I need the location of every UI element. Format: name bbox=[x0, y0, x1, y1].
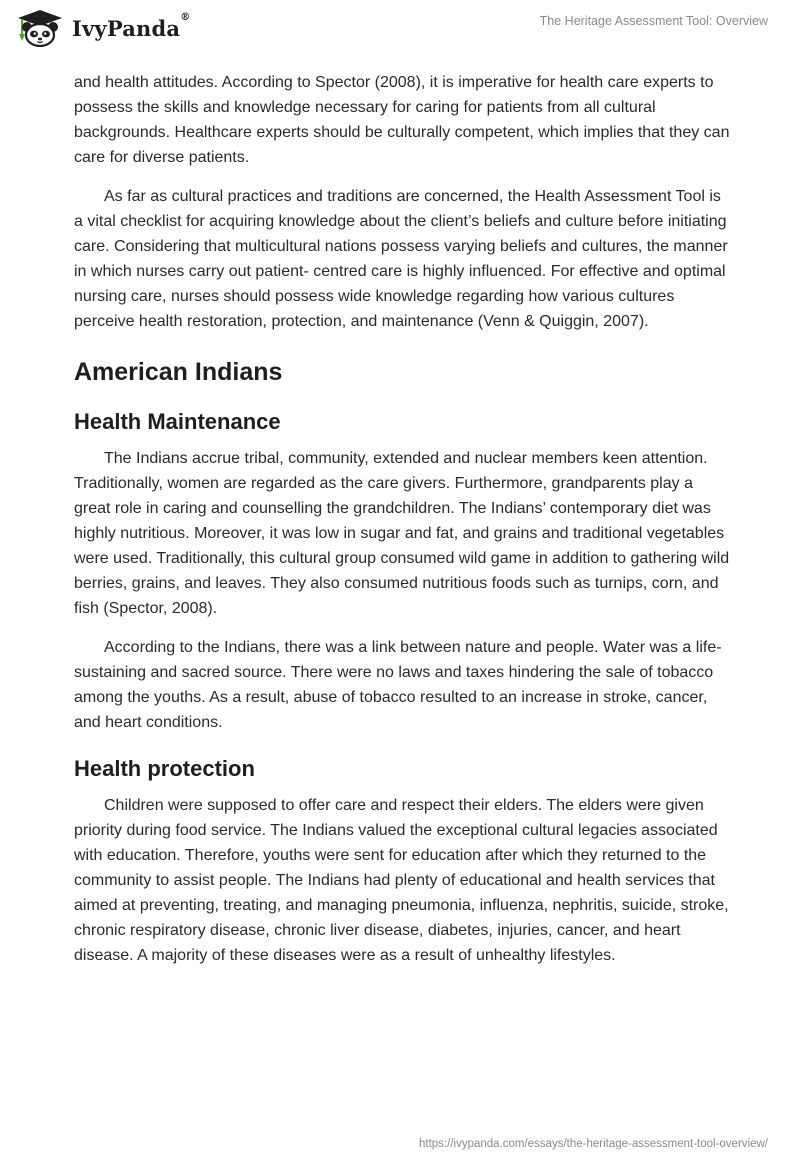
logo-wordmark: IvyPanda® bbox=[72, 11, 191, 41]
paragraph: According to the Indians, there was a link between nature and people. Water was a life- sustaining and sacred source. There were no laws and taxes hindering the sale of tobacco among the youths. As a result, abuse of tobacco resulted to an increase in stroke, cancer, and heart conditions. bbox=[74, 639, 722, 731]
paragraph: The Indians accrue tribal, community, extended and nuclear members keen attention. Traditionally, women are regarded as the care givers. Furthermore, grandparents play a great role in caring and counselling the grandchildren. The Indians’ contemporary diet was highly nutritious. Moreover, it was low in sugar and fat, and grains and traditional vegetables were used. Traditionally, this cultural group consumed wild game in addition to gathering wild berries, grains, and leaves. They also consumed nutritious foods such as turnips, corn, and fish (Spector, 2008). bbox=[74, 450, 730, 617]
paragraph: As far as cultural practices and traditions are concerned, the Health Assessment Tool is a vital checklist for acquiring knowledge about the client’s beliefs and culture before initiating care. Considering that multicultural nations possess varying beliefs and cultures, the manner in which nurses carry out patient- centred care is highly influenced. For effective and optimal nursing care, nurses should possess wide knowledge regarding how various cultures perceive health restoration, protection, and maintenance (Venn & Quiggin, 2007). bbox=[74, 188, 728, 330]
document-title: The Heritage Assessment Tool: Overview bbox=[539, 14, 768, 28]
page-header bbox=[0, 0, 800, 64]
subsection-heading-health-maintenance: Health Maintenance bbox=[74, 409, 281, 434]
ivypanda-logo[interactable] bbox=[14, 8, 190, 48]
paragraph: Children were supposed to offer care and respect their elders. The elders were given priority during food service. The Indians valued the exceptional cultural legacies associated with education. Therefore, youths were sent for education after which they returned to the community to assist people. The Indians had plenty of educational and health services that aimed at preventing, treating, and managing pneumonia, influenza, nephritis, suicide, stroke, chronic respiratory disease, chronic liver disease, diabetes, injuries, cancer, and heart disease. A majority of these diseases were as a result of unhealthy lifestyles. bbox=[74, 797, 729, 964]
source-url-link[interactable]: https://ivypanda.com/essays/the-heritage-assessment-tool-overview/ bbox=[419, 1138, 768, 1150]
subsection-heading-health-protection: Health protection bbox=[74, 756, 255, 781]
section-heading-american-indians: American Indians bbox=[74, 358, 283, 386]
essay-body bbox=[74, 70, 730, 982]
panda-graduate-icon bbox=[14, 8, 66, 48]
paragraph: and health attitudes. According to Spector (2008), it is imperative for health care experts to possess the skills and knowledge necessary for caring for patients from all cultural backgrounds. Healthcare experts should be culturally competent, which implies that they can care for diverse patients. bbox=[74, 74, 730, 166]
